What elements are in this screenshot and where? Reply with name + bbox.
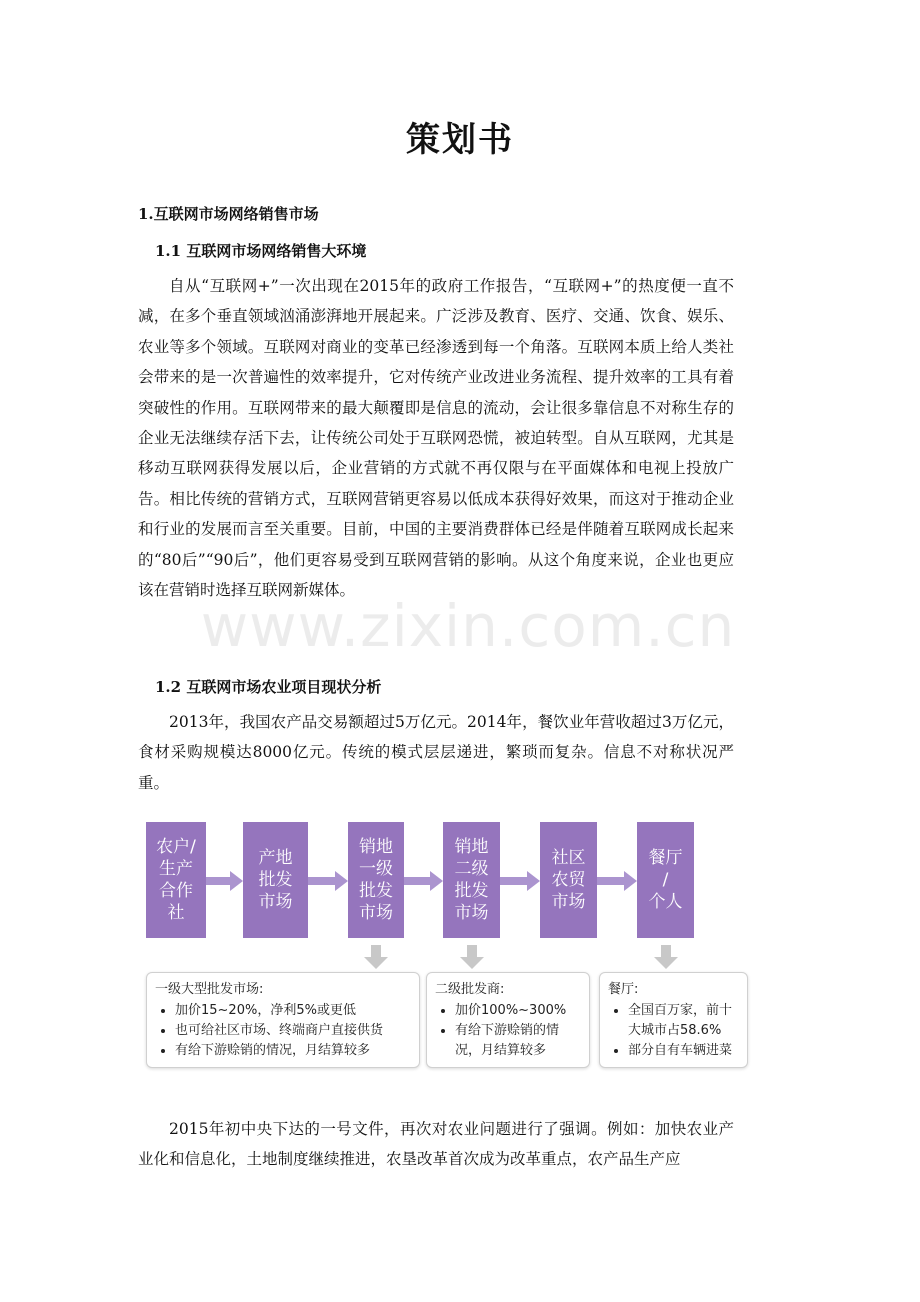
paragraph-2: 2013年，我国农产品交易额超过5万亿元。2014年，餐饮业年营收超过3万亿元，食材采购规模达8000亿元。传统的模式层层递进，繁琐而复杂。信息不对称状况严重。	[138, 713, 734, 792]
right-arrow-icon	[597, 869, 637, 893]
right-arrow-icon	[206, 869, 243, 893]
note-item: • 加价100%~300%	[455, 1001, 581, 1021]
flow-box-primary-wholesale	[348, 822, 404, 938]
paragraph-3: 2015年初中央下达的一号文件，再次对农业问题进行了强调。例如：加快农业产业化和信息化，土地制度继续推进，农垦改革首次成为改革重点，农产品生产应	[138, 1120, 734, 1169]
flow-box-farmers	[146, 822, 206, 938]
flow-box-label: 餐厅 / 个人	[648, 848, 683, 912]
note-primary-wholesale	[146, 972, 420, 1068]
note-title: 一级大型批发市场:	[155, 982, 264, 997]
flow-box-secondary-wholesale	[443, 822, 500, 938]
watermark: www.zixin.com.cn	[200, 592, 736, 660]
flow-box-label: 农户/ 生产 合作 社	[156, 837, 196, 923]
note-item: • 加价15~20%，净利5%或更低	[175, 1001, 411, 1021]
note-secondary-wholesale	[426, 972, 590, 1068]
flow-box-label: 社区 农贸 市场	[551, 848, 586, 912]
note-item: • 全国百万家，前十大城市占58.6%	[628, 1001, 739, 1041]
section-1-2-heading: 1.2 互联网市场农业项目现状分析	[155, 678, 382, 696]
supply-chain-diagram	[140, 818, 752, 1073]
flow-box-label: 产地 批发 市场	[258, 848, 293, 912]
section-1-heading: 1.互联网市场网络销售市场	[138, 205, 319, 223]
paragraph-1: 自从“互联网+”一次出现在2015年的政府工作报告，“互联网+”的热度便一直不减，在多个垂直领域汹涌澎湃地开展起来。广泛涉及教育、医疗、交通、饮食、娱乐、农业等多个领域。互联网对商业的变革已经渗透到每一个角落。互联网本质上给人类社会带来的是一次普遍性的效率提升，它对传统产业改进业务流程、提升效率的工具有着突破性的作用。互联网带来的最大颠覆即是信息的流动，会让很多靠信息不对称生存的企业无法继续存活下去，让传统公司处于互联网恐慌，被迫转型。自从互联网，尤其是移动互联网获得发展以后，企业营销的方式就不再仅限与在平面媒体和电视上投放广告。相比传统的营销方式，互联网营销更容易以低成本获得好效果，而这对于推动企业和行业的发展而言至关重要。目前，中国的主要消费群体已经是伴随着互联网成长起来的“80后”“90后”，他们更容易受到互联网营销的影响。从这个角度来说，企业也更应该在营销时选择互联网新媒体。	[138, 277, 734, 600]
note-restaurant	[599, 972, 748, 1068]
note-item: • 也可给社区市场、终端商户直接供货	[175, 1021, 411, 1041]
note-title: 餐厅:	[608, 982, 639, 997]
right-arrow-icon	[308, 869, 348, 893]
note-item: • 有给下游赊销的情况，月结算较多	[175, 1041, 411, 1061]
down-arrow-icon	[364, 945, 388, 969]
document-title: 策划书	[406, 120, 514, 160]
flow-box-community-market	[540, 822, 597, 938]
down-arrow-icon	[460, 945, 484, 969]
note-item: • 部分自有车辆进菜	[628, 1041, 739, 1061]
right-arrow-icon	[404, 869, 443, 893]
note-item: • 有给下游赊销的情况，月结算较多	[455, 1021, 581, 1061]
note-title: 二级批发商:	[435, 982, 505, 997]
section-1-1-heading: 1.1 互联网市场网络销售大环境	[155, 242, 367, 260]
down-arrow-icon	[654, 945, 678, 969]
flow-box-restaurant	[637, 822, 694, 938]
flow-box-origin-wholesale	[243, 822, 308, 938]
right-arrow-icon	[500, 869, 540, 893]
flow-box-label: 销地 二级 批发 市场	[454, 837, 489, 923]
flow-box-label: 销地 一级 批发 市场	[359, 837, 393, 923]
